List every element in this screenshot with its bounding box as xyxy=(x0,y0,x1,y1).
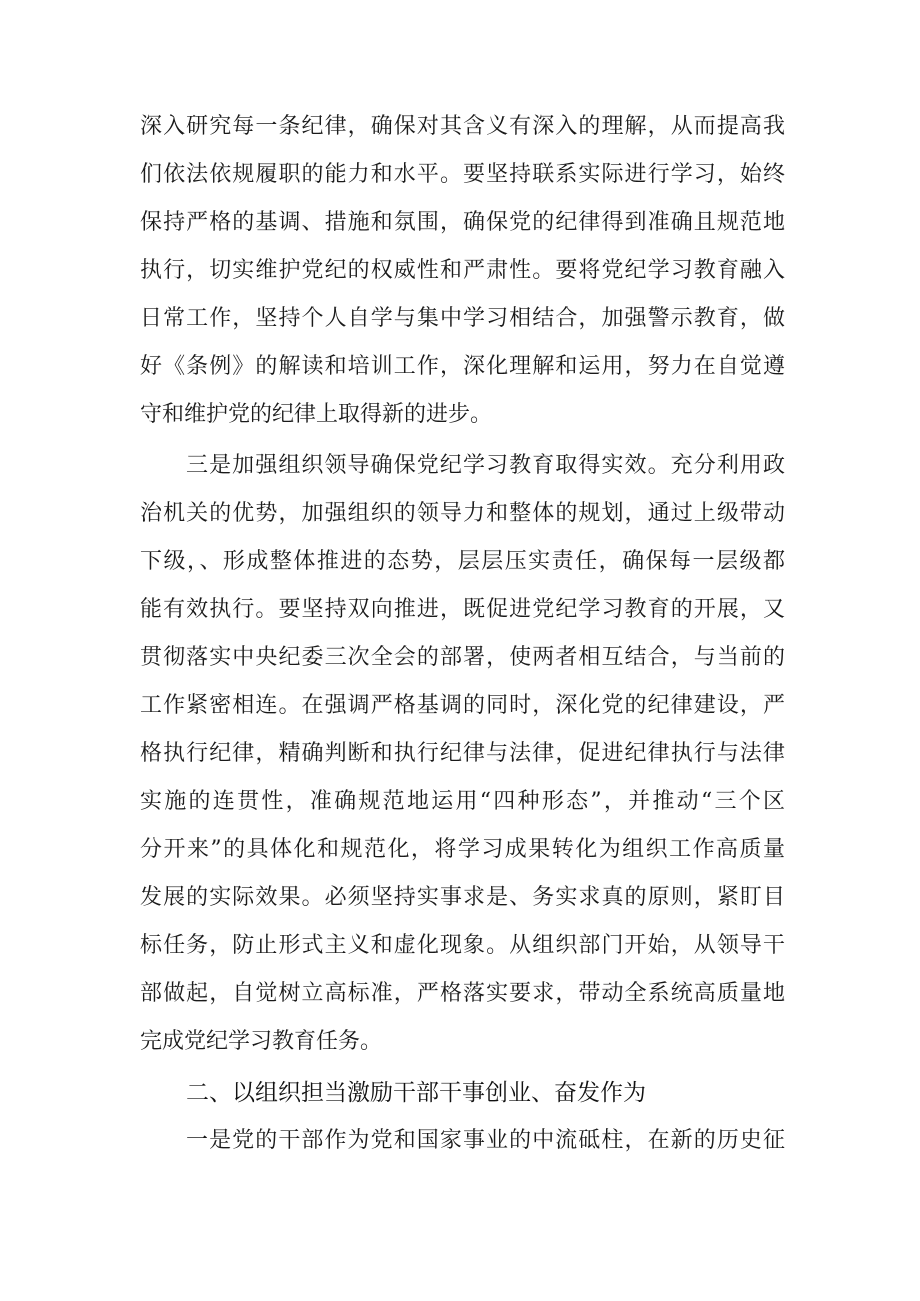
text-line: 格执行纪律，精确判断和执行纪律与法律，促进纪律执行与法律 xyxy=(140,741,785,766)
text-line: 标任务，防止形式主义和虚化现象。从组织部门开始，从领导干 xyxy=(140,933,785,958)
text-line: 好《条例》的解读和培训工作，深化理解和运用，努力在自觉遵 xyxy=(140,354,785,379)
text-line: 守和维护党的纪律上取得新的进步。 xyxy=(140,402,493,427)
text-line: 深入研究每一条纪律，确保对其含义有深入的理解，从而提高我 xyxy=(140,114,785,139)
text-line: 发展的实际效果。必须坚持实事求是、务实求真的原则，紧盯目 xyxy=(140,885,785,910)
text-line: 治机关的优势，加强组织的领导力和整体的规划，通过上级带动 xyxy=(140,501,785,526)
text-line: 完成党纪学习教育任务。 xyxy=(140,1029,383,1054)
text-line: 分开来”的具体化和规范化，将学习成果转化为组织工作高质量 xyxy=(140,837,785,862)
text-line: 下级，、形成整体推进的态势，层层压实责任，确保每一层级都 xyxy=(140,549,785,574)
text-line: 执行，切实维护党纪的权威性和严肃性。要将党纪学习教育融入 xyxy=(140,258,785,283)
section-heading: 二、以组织担当激励干部干事创业、奋发作为 xyxy=(186,1080,646,1106)
text-line: 们依法依规履职的能力和水平。要坚持联系实际进行学习，始终 xyxy=(140,162,785,187)
text-line: 工作紧密相连。在强调严格基调的同时，深化党的纪律建设，严 xyxy=(140,693,785,718)
text-line: 保持严格的基调、措施和氛围，确保党的纪律得到准确且规范地 xyxy=(140,210,785,235)
text-line: 实施的连贯性，准确规范地运用“四种形态”，并推动“三个区 xyxy=(140,789,785,814)
text-line: 贯彻落实中央纪委三次全会的部署，使两者相互结合，与当前的 xyxy=(140,645,785,670)
text-line: 一是党的干部作为党和国家事业的中流砥柱，在新的历史征 xyxy=(186,1128,785,1153)
text-line: 三是加强组织领导确保党纪学习教育取得实效。充分利用政 xyxy=(186,453,785,478)
text-line: 能有效执行。要坚持双向推进，既促进党纪学习教育的开展，又 xyxy=(140,597,785,622)
text-line: 日常工作，坚持个人自学与集中学习相结合，加强警示教育，做 xyxy=(140,306,785,331)
text-line: 部做起，自觉树立高标准，严格落实要求，带动全系统高质量地 xyxy=(140,981,785,1006)
